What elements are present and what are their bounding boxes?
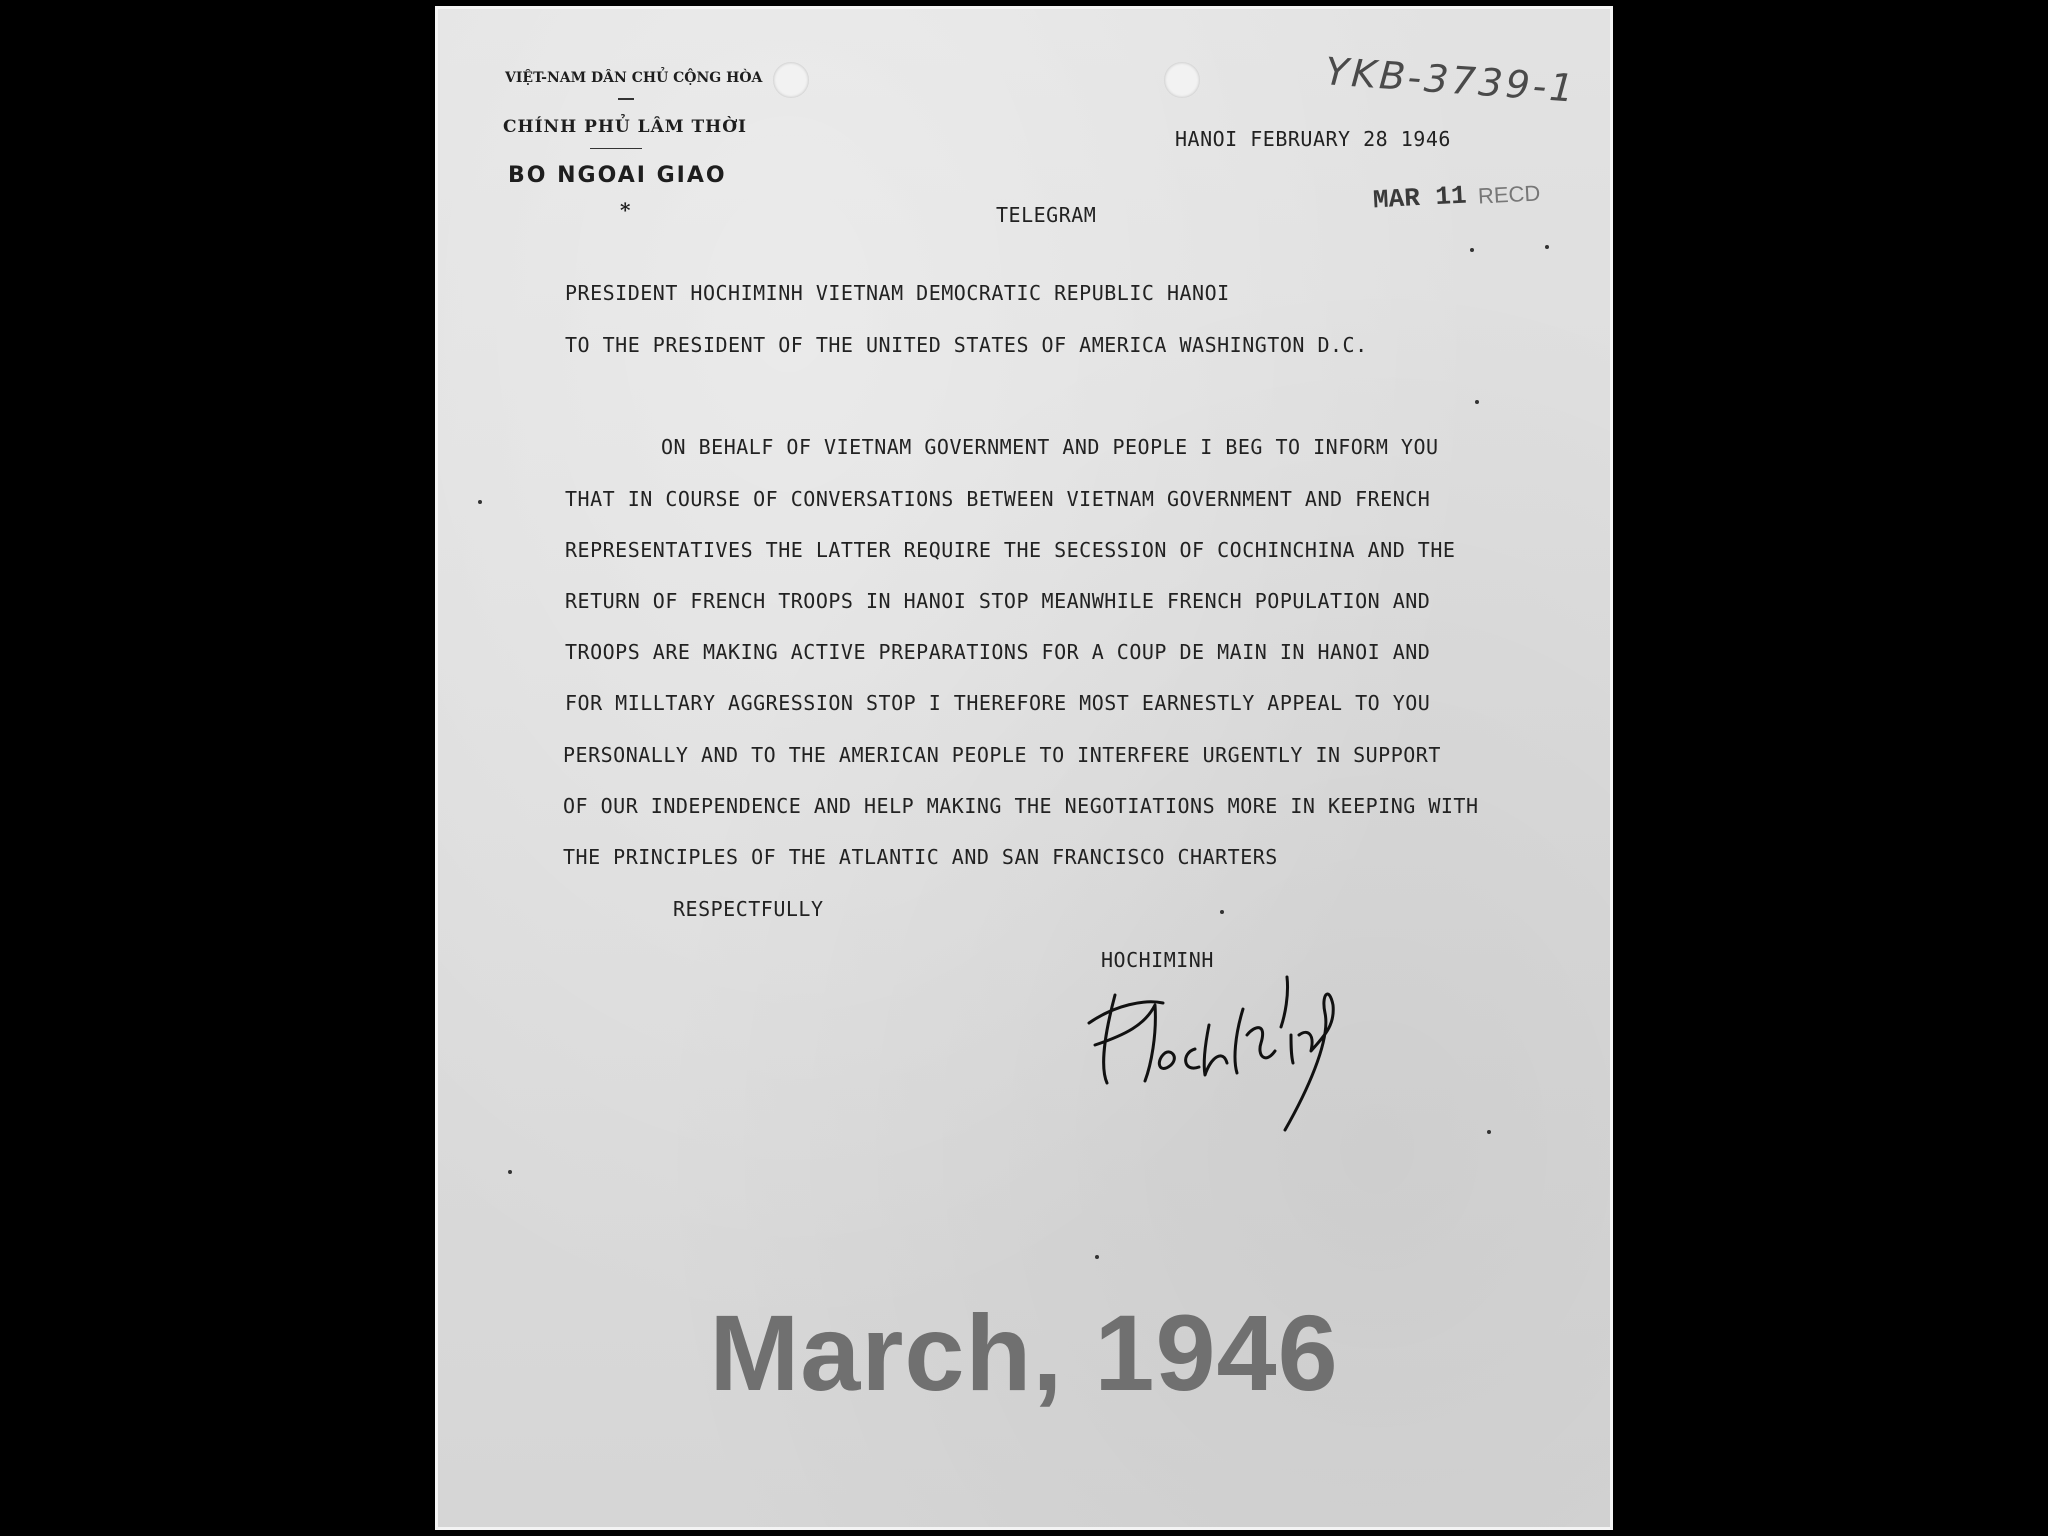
telegram-heading: TELEGRAM — [996, 203, 1097, 227]
body-line: REPRESENTATIVES THE LATTER REQUIRE THE SECESSION OF COCHINCHINA AND THE — [565, 538, 1456, 562]
received-stamp-date: MAR 11 — [1372, 180, 1468, 216]
paper-speck — [1470, 248, 1474, 252]
paper-speck — [1220, 910, 1224, 914]
letterhead-country: VIỆT-NAM DÂN CHỦ CỘNG HÒA — [505, 70, 763, 86]
body-line: ON BEHALF OF VIETNAM GOVERNMENT AND PEOPLE I BEG TO INFORM YOU — [661, 435, 1439, 459]
body-line: FOR MILLTARY AGGRESSION STOP I THEREFORE MOST EARNESTLY APPEAL TO YOU — [565, 691, 1431, 715]
paper-speck — [1475, 400, 1479, 404]
punch-hole-left — [773, 62, 809, 98]
date-line: HANOI FEBRUARY 28 1946 — [1175, 127, 1451, 151]
body-line: THAT IN COURSE OF CONVERSATIONS BETWEEN VIETNAM GOVERNMENT AND FRENCH — [565, 487, 1431, 511]
signer-name: HOCHIMINH — [1101, 948, 1214, 972]
paper-speck — [478, 500, 482, 504]
body-line: TROOPS ARE MAKING ACTIVE PREPARATIONS FOR A COUP DE MAIN IN HANOI AND — [565, 640, 1431, 664]
body-line: RETURN OF FRENCH TROOPS IN HANOI STOP MEANWHILE FRENCH POPULATION AND — [565, 589, 1431, 613]
body-line: OF OUR INDEPENDENCE AND HELP MAKING THE NEGOTIATIONS MORE IN KEEPING WITH — [563, 794, 1479, 818]
punch-hole-right — [1164, 62, 1200, 98]
letterhead-ministry: BO NGOAI GIAO — [508, 163, 727, 188]
body-line: PERSONALLY AND TO THE AMERICAN PEOPLE TO INTERFERE URGENTLY IN SUPPORT — [563, 743, 1441, 767]
letterhead-star: * — [620, 198, 631, 222]
body-line: THE PRINCIPLES OF THE ATLANTIC AND SAN FRANCISCO CHARTERS — [563, 845, 1278, 869]
letterhead-divider — [618, 98, 634, 100]
address-from: PRESIDENT HOCHIMINH VIETNAM DEMOCRATIC REPUBLIC HANOI — [565, 281, 1230, 305]
slide-caption: March, 1946 — [709, 1292, 1339, 1413]
letterhead-divider-2 — [590, 148, 642, 149]
address-to: TO THE PRESIDENT OF THE UNITED STATES OF AMERICA WASHINGTON D.C. — [565, 333, 1368, 357]
handwritten-signature — [1085, 965, 1385, 1140]
paper-speck — [1095, 1255, 1099, 1259]
paper-speck — [1545, 245, 1549, 249]
paper-speck — [1487, 1130, 1491, 1134]
received-stamp-label: RECD — [1477, 180, 1541, 209]
handwritten-reference-number: YKB-3739-1 — [1323, 49, 1579, 111]
letterhead-government: CHÍNH PHỦ LÂM THỜI — [503, 117, 748, 137]
paper-speck — [508, 1170, 512, 1174]
closing: RESPECTFULLY — [673, 897, 824, 921]
